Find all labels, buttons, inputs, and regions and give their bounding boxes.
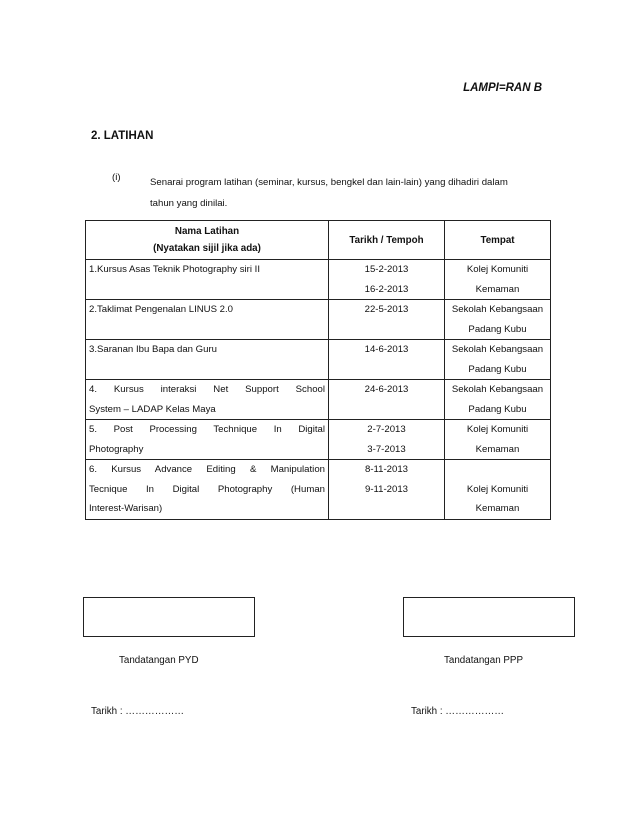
- item-number: (i): [112, 172, 121, 183]
- header-date: Tarikh / Tempoh: [329, 221, 445, 260]
- place-line: Padang Kubu: [468, 363, 527, 375]
- table-row: [86, 300, 551, 340]
- training-name-line: Interest-Warisan): [89, 503, 163, 514]
- date-cell: [329, 260, 445, 300]
- section-title: 2. LATIHAN: [91, 130, 154, 142]
- date-field-pyd[interactable]: Tarikh : ………………: [91, 706, 185, 717]
- header-name-note: (Nyatakan sijil jika ada): [153, 243, 261, 254]
- item-description-line: tahun yang dinilai.: [150, 198, 228, 209]
- item-description-line: Senarai program latihan (seminar, kursus, bengkel dan lain-lain) yang dihadiri dalam: [150, 177, 508, 188]
- place-line: Kemaman: [475, 503, 520, 514]
- date-cell: [329, 380, 445, 420]
- training-name-line: 1.Kursus Asas Teknik Photography siri II: [89, 264, 260, 275]
- date-cell: [329, 420, 445, 460]
- date-cell: [329, 460, 445, 520]
- place-cell: [445, 380, 551, 420]
- date-line: 24-6-2013: [364, 384, 409, 395]
- table-row: [86, 420, 551, 460]
- place-line: [448, 460, 547, 480]
- place-line: Kolej Komuniti: [466, 424, 529, 435]
- place-cell: [445, 340, 551, 380]
- signature-label-ppp: Tandatangan PPP: [444, 655, 523, 666]
- table-row: [86, 380, 551, 420]
- signature-box-ppp[interactable]: [403, 597, 575, 637]
- signature-box-pyd[interactable]: [83, 597, 255, 637]
- training-name-line: 5. Post Processing Technique In Digital: [89, 424, 325, 435]
- place-line: Padang Kubu: [468, 403, 527, 415]
- date-line: 22-5-2013: [364, 304, 409, 315]
- item-description: [150, 172, 550, 214]
- training-name-cell: [86, 460, 329, 520]
- training-name-line: 2.Taklimat Pengenalan LINUS 2.0: [89, 304, 233, 315]
- training-name-line: 6. Kursus Advance Editing & Manipulation: [89, 464, 325, 475]
- table-row: [86, 460, 551, 520]
- date-line: 16-2-2013: [364, 283, 409, 295]
- date-field-ppp[interactable]: Tarikh : ………………: [411, 706, 505, 717]
- date-line: 14-6-2013: [364, 344, 409, 355]
- training-name-cell: [86, 340, 329, 380]
- place-line: Padang Kubu: [468, 323, 527, 335]
- place-line: Kolej Komuniti: [466, 483, 529, 495]
- place-cell: [445, 260, 551, 300]
- place-line: Sekolah Kebangsaan: [451, 344, 544, 355]
- place-line: Sekolah Kebangsaan: [451, 384, 544, 395]
- date-line: 2-7-2013: [367, 424, 406, 435]
- place-line: Kemaman: [475, 283, 520, 295]
- training-name-line: System – LADAP Kelas Maya: [89, 403, 216, 415]
- date-line: 3-7-2013: [367, 443, 406, 455]
- training-name-line: Tecnique In Digital Photography (Human: [89, 483, 325, 495]
- date-line: 15-2-2013: [364, 264, 409, 275]
- training-name-line: 4. Kursus interaksi Net Support School: [89, 384, 325, 395]
- date-line: 9-11-2013: [364, 483, 409, 495]
- date-line: 8-11-2013: [364, 464, 409, 475]
- place-cell: [445, 300, 551, 340]
- date-cell: [329, 340, 445, 380]
- place-line: Sekolah Kebangsaan: [451, 304, 544, 315]
- training-name-cell: [86, 260, 329, 300]
- place-cell: [445, 460, 551, 520]
- header-training-name: [86, 221, 329, 260]
- place-cell: [445, 420, 551, 460]
- place-line: Kolej Komuniti: [466, 264, 529, 275]
- header-place: Tempat: [445, 221, 551, 260]
- training-name-cell: [86, 300, 329, 340]
- training-name-line: 3.Saranan Ibu Bapa dan Guru: [89, 344, 218, 355]
- table-header-row: [86, 221, 551, 260]
- annex-heading: LAMPI=RAN B: [463, 82, 542, 94]
- training-name-cell: [86, 420, 329, 460]
- training-name-cell: [86, 380, 329, 420]
- date-cell: [329, 300, 445, 340]
- table-row: [86, 340, 551, 380]
- training-table: [85, 220, 551, 520]
- header-name-line: Nama Latihan: [174, 226, 240, 237]
- training-name-line: Photography: [89, 443, 144, 455]
- place-line: Kemaman: [475, 443, 520, 455]
- table-row: [86, 260, 551, 300]
- signature-label-pyd: Tandatangan PYD: [119, 655, 199, 666]
